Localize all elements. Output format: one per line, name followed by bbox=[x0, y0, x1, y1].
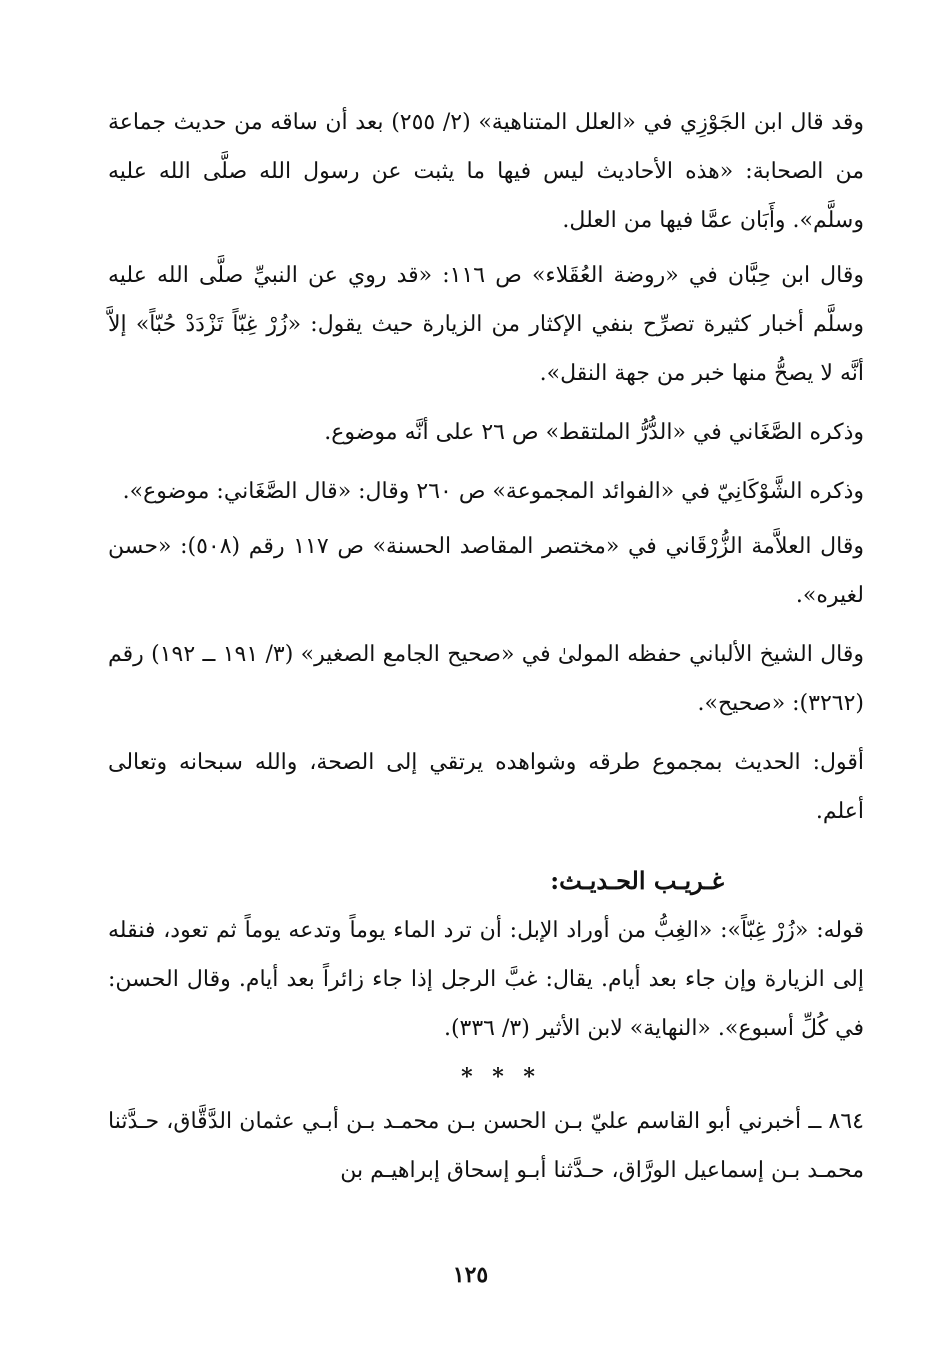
paragraph-zurqani: وقال العلاَّمة الزُّرْقَاني في «مختصر المقاصد الحسنة» ص ١١٧ رقم (٥٠٨): «حسن لغيره». bbox=[108, 534, 864, 608]
paragraph-ibn-hibban: وقال ابن حِبَّان في «روضة العُقَلاء» ص ١١٦: «قد روي عن النبيِّ صلَّى الله عليه وسلَّم أخبار كثيرة تصرِّح بنفي الإكثار من الزيارة حيث يقول: «زُرْ غِبّاً تَزْدَدْ حُبّاً» إلاَّ أنَّه لا يصحُّ منها خبر من جهة النقل». bbox=[108, 263, 865, 386]
paragraph-conclusion: أقول: الحديث بمجموع طرقه وشواهده يرتقي إلى الصحة، والله سبحانه وتعالى أعلم. bbox=[108, 750, 864, 824]
section-separator: * * * bbox=[461, 1064, 541, 1090]
paragraph-albani: وقال الشيخ الألباني حفظه المولىٰ في «صحيح الجامع الصغير» (٣/ ١٩١ ــ ١٩٢) رقم (٣٢٦٢): «صحيح». bbox=[108, 642, 865, 716]
section-heading: غـريـب الحـديـث: bbox=[550, 866, 724, 895]
paragraph-hadith: ٨٦٤ ــ أخبرني أبو القاسم عليّ بـن الحسن بـن محمـد بـن أبـي عثمان الدَّقَّاق، حـدَّثنا محمـد بـن إسماعيل الورَّاق، حـدَّثنا أبـو إسحاق إبراهيـم بن bbox=[108, 1109, 864, 1183]
paragraph-shawkani: وذكره الشَّوْكَانِيّ في «الفوائد المجموعة» ص ٢٦٠ وقال: «قال الصَّغَاني: موضوع». bbox=[122, 479, 864, 504]
paragraph-saghani: وذكره الصَّغَاني في «الدُّرُّ الملتقط» ص ٢٦ على أنَّه موضوع. bbox=[324, 420, 864, 445]
paragraph-ibn-jawzi: وقد قال ابن الجَوْزِي في «العلل المتناهية» (٢/ ٢٥٥) بعد أن ساقه من حديث جماعة من الصحابة: «هذه الأحاديث ليس فيها ما يثبت عن رسول الله صلَّى الله عليه وسلَّم». وأَبَان عمَّا فيها من العلل. bbox=[108, 110, 864, 233]
page-number: ١٢٥ bbox=[452, 1262, 489, 1288]
page-body bbox=[108, 98, 864, 1195]
paragraph-explanation: قوله: «زُرْ غِبّاً»: «الغِبُّ من أوراد الإبل: أن ترد الماء يوماً وتدعه يوماً ثم تعود، فنقله إلى الزيارة وإن جاء بعد أيام. يقال: غبَّ الرجل إذا جاء زائراً بعد أيام. وقال الحسن: في كُلِّ أسبوع». «النهاية» لابن الأثير (٣/ ٣٣٦). bbox=[108, 918, 864, 1041]
